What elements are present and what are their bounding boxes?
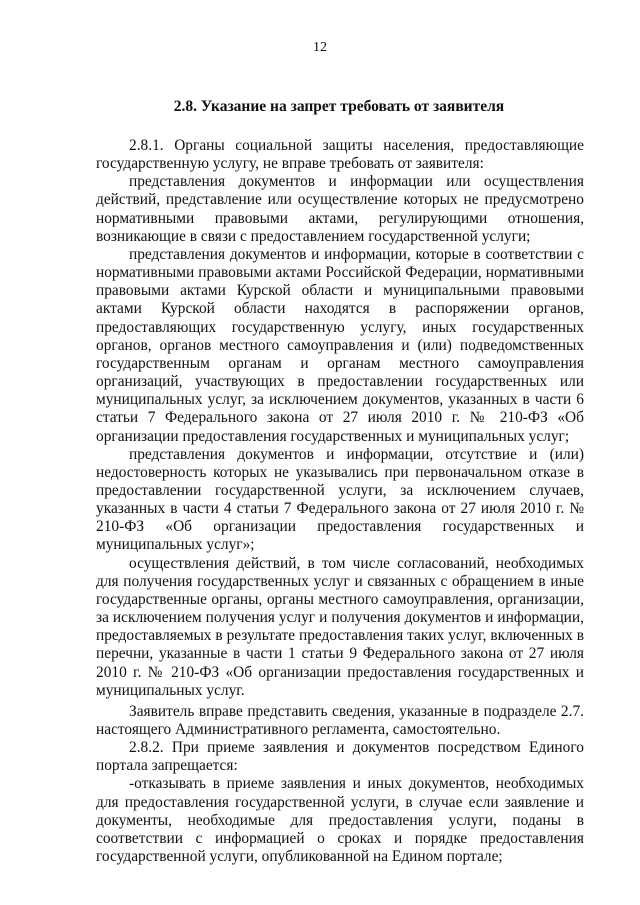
page-number: 12: [313, 40, 327, 55]
paragraph-prohibition-documents: представления документов и информации, которые в соответствии с нормативными правовыми актами Российской Федерации, нормативными правовыми актами Курской области и муниципальными правовыми актами Курской области находятся в распоряжении органов, предоставляющих государственную услугу, иных государственных органов, органов местного самоуправления и (или) подведомственных государственным органам и органам местного самоуправления организаций, участвующих в предоставлении государственных или муниципальных услуг, за исключением документов, указанных в части 6 статьи 7 Федерального закона от 27 июля 2010 г. № 210-ФЗ «Об организации предоставления государственных и муниципальных услуг;: [96, 245, 584, 445]
paragraph-prohibition-actions: представления документов и информации или осуществления действий, представление или осуществление которых не предусмотрено нормативными правовыми актами, регулирующими отношения, возникающие в связи с предоставлением государственной услуги;: [96, 173, 584, 245]
section-title: 2.8. Указание на запрет требовать от заявителя: [173, 98, 505, 115]
paragraph-prohibition-approvals: осуществления действий, в том числе согласований, необходимых для получения государственных услуг и связанных с обращением в иные государственные органы, органы местного самоуправления, организации, за исключением получения услуг и получения документов и информации, предоставляемых в результате предоставления таких услуг, включенных в перечни, указанные в части 1 статьи 9 Федерального закона от 27 июля 2010 г. № 210-ФЗ «Об организации предоставления государственных и муниципальных услуг.: [96, 554, 584, 699]
paragraph-2-8-1-intro: 2.8.1. Органы социальной защиты населения, предоставляющие государственную услугу, не вправе требовать от заявителя:: [96, 137, 584, 173]
paragraph-2-8-2-intro: 2.8.2. При приеме заявления и документов посредством Единого портала запрещается:: [96, 739, 584, 775]
paragraph-portal-prohibition: -отказывать в приеме заявления и иных документов, необходимых для предоставления государственной услуги, в случае если заявление и документы, необходимые для предоставления услуги, поданы в соответствии с информацией о сроках и порядке предоставления государственной услуги, опубликованной на Едином портале;: [96, 775, 584, 866]
document-body: [96, 137, 584, 866]
paragraph-prohibition-unreliable: представления документов и информации, отсутствие и (или) недостоверность которых не указывались при первоначальном отказе в предоставлении государственной услуги, за исключением случаев, указанных в части 4 статьи 7 Федерального закона от 27 июля 2010 г. № 210-ФЗ «Об организации предоставления государственных и муниципальных услуг»;: [96, 445, 584, 554]
paragraph-applicant-right: Заявитель вправе представить сведения, указанные в подразделе 2.7. настоящего Административного регламента, самостоятельно.: [96, 702, 584, 738]
